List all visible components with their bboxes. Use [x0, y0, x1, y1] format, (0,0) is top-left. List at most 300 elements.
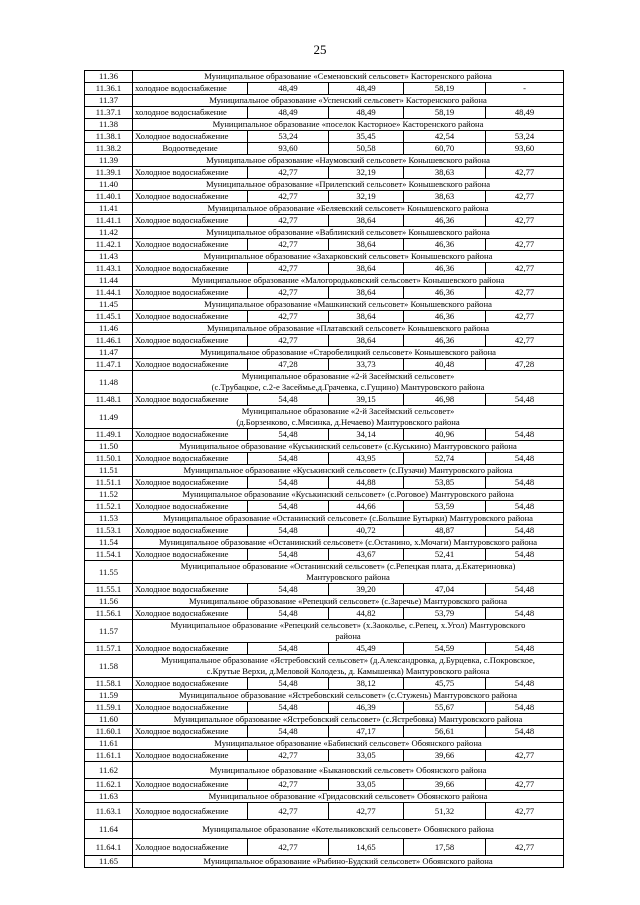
row-number: 11.44	[85, 275, 133, 287]
service-name: Холодное водоснабжение	[133, 311, 248, 323]
row-number: 11.63.1	[85, 803, 133, 820]
row-number: 11.40.1	[85, 191, 133, 203]
row-number: 11.50.1	[85, 453, 133, 465]
section-header-row	[85, 820, 564, 839]
tariff-value-2: 44,66	[329, 501, 404, 513]
tariff-value-2: 38,64	[329, 335, 404, 347]
tariff-value-4: 42,77	[486, 803, 564, 820]
municipality-name	[133, 738, 564, 750]
municipality-line: Муниципальное образование «2-й Засеймский сельсовет»	[241, 406, 455, 416]
tariff-value-3: 58,19	[404, 107, 486, 119]
municipality-name	[133, 655, 564, 678]
table-row	[85, 477, 564, 489]
row-number: 11.60.1	[85, 726, 133, 738]
section-header-row	[85, 561, 564, 584]
table-row	[85, 501, 564, 513]
tariff-value-4: 53,24	[486, 131, 564, 143]
tariff-value-2: 48,49	[329, 83, 404, 95]
row-number: 11.47.1	[85, 359, 133, 371]
section-header-row	[85, 323, 564, 335]
tariff-value-2: 43,67	[329, 549, 404, 561]
table-row	[85, 750, 564, 762]
row-number: 11.56.1	[85, 608, 133, 620]
tariff-value-2: 33,05	[329, 779, 404, 791]
tariff-value-3: 58,19	[404, 83, 486, 95]
section-header-row	[85, 489, 564, 501]
section-header-row	[85, 655, 564, 678]
municipality-name	[133, 596, 564, 608]
tariff-value-2: 48,49	[329, 107, 404, 119]
municipality-line: Муниципальное образование «Рыбино-Будский сельсовет» Обоянского района	[203, 856, 493, 866]
tariff-value-2: 32,19	[329, 191, 404, 203]
row-number: 11.42	[85, 227, 133, 239]
tariff-value-4: 54,48	[486, 525, 564, 537]
tariff-value-1: 42,77	[248, 287, 329, 299]
municipality-line: Муниципальное образование «Котельниковский сельсовет» Обоянского района	[202, 823, 494, 834]
section-header-row	[85, 596, 564, 608]
row-number: 11.51	[85, 465, 133, 477]
tariff-value-4: 54,48	[486, 549, 564, 561]
tariff-value-3: 46,36	[404, 311, 486, 323]
tariff-value-2: 33,73	[329, 359, 404, 371]
row-number: 11.41	[85, 203, 133, 215]
municipality-line: Муниципальное образование «Прилепский сельсовет» Конышевского района	[205, 179, 491, 189]
tariff-value-1: 93,60	[248, 143, 329, 155]
section-header-row	[85, 179, 564, 191]
municipality-name	[133, 620, 564, 643]
tariff-value-2: 35,45	[329, 131, 404, 143]
page-number: 25	[313, 42, 327, 57]
municipality-name	[133, 561, 564, 584]
tariff-value-3: 53,79	[404, 608, 486, 620]
tariff-value-4: 54,48	[486, 394, 564, 406]
tariff-value-2: 38,64	[329, 311, 404, 323]
tariff-value-3: 46,36	[404, 215, 486, 227]
table-row	[85, 167, 564, 179]
tariff-value-4: 42,77	[486, 215, 564, 227]
municipality-line: Муниципальное образование «поселок Касторное» Касторенского района	[212, 119, 484, 129]
row-number: 11.58.1	[85, 678, 133, 690]
municipality-line: Муниципальное образование «Беляевский сельсовет» Конышевского района	[207, 203, 489, 213]
tariff-value-3: 54,59	[404, 643, 486, 655]
tariff-value-3: 60,70	[404, 143, 486, 155]
table-row	[85, 143, 564, 155]
tariff-value-1: 54,48	[248, 394, 329, 406]
service-name: Холодное водоснабжение	[133, 678, 248, 690]
tariff-value-3: 52,74	[404, 453, 486, 465]
municipality-name	[133, 155, 564, 167]
service-name: Холодное водоснабжение	[133, 335, 248, 347]
tariff-value-4: 42,77	[486, 779, 564, 791]
municipality-name	[133, 71, 564, 83]
tariff-value-4: 54,48	[486, 429, 564, 441]
row-number: 11.54	[85, 537, 133, 549]
municipality-name	[133, 820, 564, 839]
municipality-name	[133, 489, 564, 501]
municipality-line: с.Крутые Верхи, д.Меловой Колодезь, д. Камышенка) Мантуровского района	[206, 666, 490, 676]
municipality-name	[133, 347, 564, 359]
municipality-name	[133, 537, 564, 549]
row-number: 11.46	[85, 323, 133, 335]
row-number: 11.47	[85, 347, 133, 359]
row-number: 11.52	[85, 489, 133, 501]
tariff-value-3: 47,04	[404, 584, 486, 596]
section-header-row	[85, 465, 564, 477]
table-row	[85, 359, 564, 371]
row-number: 11.59.1	[85, 702, 133, 714]
table-row	[85, 239, 564, 251]
tariff-value-3: 45,75	[404, 678, 486, 690]
municipality-name	[133, 299, 564, 311]
row-number: 11.38.2	[85, 143, 133, 155]
tariff-value-4: 42,77	[486, 191, 564, 203]
table-row	[85, 584, 564, 596]
municipality-line: Муниципальное образование «Ястребовский сельсовет» (д.Александровка, д.Бурцевка, с.Покровское,	[161, 655, 535, 665]
service-name: Холодное водоснабжение	[133, 726, 248, 738]
municipality-name	[133, 791, 564, 803]
row-number: 11.55	[85, 561, 133, 584]
tariff-value-1: 54,48	[248, 549, 329, 561]
service-name: Холодное водоснабжение	[133, 643, 248, 655]
tariff-value-2: 47,17	[329, 726, 404, 738]
tariff-value-4: 54,48	[486, 702, 564, 714]
tariff-value-1: 42,77	[248, 167, 329, 179]
table-row	[85, 779, 564, 791]
section-header-row	[85, 791, 564, 803]
table-row	[85, 394, 564, 406]
municipality-line: Муниципальное образование «Куськинский сельсовет» (с.Роговое) Мантуровского района	[182, 489, 514, 499]
tariff-value-1: 42,77	[248, 263, 329, 275]
row-number: 11.39	[85, 155, 133, 167]
service-name: Холодное водоснабжение	[133, 584, 248, 596]
row-number: 11.54.1	[85, 549, 133, 561]
row-number: 11.38	[85, 119, 133, 131]
row-number: 11.58	[85, 655, 133, 678]
row-number: 11.45	[85, 299, 133, 311]
row-number: 11.55.1	[85, 584, 133, 596]
tariff-value-2: 39,20	[329, 584, 404, 596]
tariff-value-3: 38,63	[404, 167, 486, 179]
municipality-line: Муниципальное образование «Репецкий сельсовет» (с.Заречье) Мантуровского района	[189, 596, 508, 606]
tariff-value-2: 45,49	[329, 643, 404, 655]
table-row	[85, 549, 564, 561]
tariff-value-1: 54,48	[248, 501, 329, 513]
tariff-value-2: 38,64	[329, 215, 404, 227]
table-row	[85, 643, 564, 655]
tariff-value-1: 42,77	[248, 239, 329, 251]
row-number: 11.65	[85, 856, 133, 868]
row-number: 11.62	[85, 762, 133, 779]
row-number: 11.36.1	[85, 83, 133, 95]
municipality-name	[133, 275, 564, 287]
tariff-value-2: 38,64	[329, 239, 404, 251]
tariff-value-1: 42,77	[248, 311, 329, 323]
section-header-row	[85, 251, 564, 263]
tariff-value-4: 42,77	[486, 239, 564, 251]
tariff-value-1: 54,48	[248, 678, 329, 690]
service-name: холодное водоснабжение	[133, 107, 248, 119]
municipality-name	[133, 119, 564, 131]
row-number: 11.64.1	[85, 839, 133, 856]
tariff-value-4: 54,48	[486, 643, 564, 655]
row-number: 11.36	[85, 71, 133, 83]
tariff-value-4: 93,60	[486, 143, 564, 155]
tariff-value-3: 46,36	[404, 287, 486, 299]
tariff-value-1: 54,48	[248, 429, 329, 441]
municipality-line: Муниципальное образование «Ястребовский сельсовет» (с.Стужень) Мантуровского района	[178, 690, 518, 700]
table-row	[85, 263, 564, 275]
tariff-value-4: 42,77	[486, 839, 564, 856]
tariff-value-4: 47,28	[486, 359, 564, 371]
municipality-line: Муниципальное образование «Быкановский сельсовет» Обоянского района	[209, 764, 487, 775]
service-name: Холодное водоснабжение	[133, 608, 248, 620]
row-number: 11.51.1	[85, 477, 133, 489]
municipality-name	[133, 95, 564, 107]
service-name: Холодное водоснабжение	[133, 359, 248, 371]
tariff-value-2: 44,88	[329, 477, 404, 489]
row-number: 11.38.1	[85, 131, 133, 143]
section-header-row	[85, 347, 564, 359]
table-row	[85, 702, 564, 714]
municipality-line: Муниципальное образование «Семеновский сельсовет» Касторенского района	[204, 71, 492, 81]
row-number: 11.44.1	[85, 287, 133, 299]
row-number: 11.53.1	[85, 525, 133, 537]
tariff-value-2: 42,77	[329, 803, 404, 820]
municipality-line: Муниципальное образование «Ваблинский сельсовет» Конышевского района	[206, 227, 490, 237]
section-header-row	[85, 714, 564, 726]
tariff-value-4: 42,77	[486, 167, 564, 179]
row-number: 11.40	[85, 179, 133, 191]
row-number: 11.50	[85, 441, 133, 453]
row-number: 11.52.1	[85, 501, 133, 513]
municipality-name	[133, 227, 564, 239]
row-number: 11.45.1	[85, 311, 133, 323]
tariff-value-1: 48,49	[248, 107, 329, 119]
municipality-line: Муниципальное образование «Куськинский сельсовет» (с.Пузачи) Мантуровского района	[183, 465, 513, 475]
tariff-value-3: 17,58	[404, 839, 486, 856]
service-name: Холодное водоснабжение	[133, 167, 248, 179]
section-header-row	[85, 690, 564, 702]
tariff-table-body	[85, 71, 564, 868]
table-row	[85, 429, 564, 441]
service-name: Холодное водоснабжение	[133, 429, 248, 441]
municipality-line: Муниципальное образование «Гридасовский сельсовет» Обоянского района	[208, 791, 488, 801]
row-number: 11.56	[85, 596, 133, 608]
municipality-line: района	[335, 631, 361, 641]
municipality-line: (с.Трубацкое, с.2-е Засеймье,д.Грачевка, с.Гущино) Мантуровского района	[211, 382, 485, 392]
tariff-value-1: 42,77	[248, 215, 329, 227]
tariff-value-2: 39,15	[329, 394, 404, 406]
service-name: Холодное водоснабжение	[133, 453, 248, 465]
table-row	[85, 453, 564, 465]
tariff-value-4: 54,48	[486, 453, 564, 465]
table-row	[85, 839, 564, 856]
section-header-row	[85, 71, 564, 83]
tariff-value-3: 42,54	[404, 131, 486, 143]
service-name: Холодное водоснабжение	[133, 839, 248, 856]
service-name: Холодное водоснабжение	[133, 477, 248, 489]
row-number: 11.49.1	[85, 429, 133, 441]
table-row	[85, 803, 564, 820]
tariff-value-3: 40,96	[404, 429, 486, 441]
table-row	[85, 525, 564, 537]
municipality-name	[133, 856, 564, 868]
tariff-value-4: 42,77	[486, 311, 564, 323]
tariff-value-4: 48,49	[486, 107, 564, 119]
row-number: 11.37	[85, 95, 133, 107]
municipality-line: (д.Борзенково, с.Мясинка, д.Нечаево) Мантуровского района	[236, 417, 460, 427]
tariff-value-3: 40,48	[404, 359, 486, 371]
row-number: 11.41.1	[85, 215, 133, 227]
tariff-value-4: -	[486, 83, 564, 95]
section-header-row	[85, 441, 564, 453]
tariff-value-1: 54,48	[248, 726, 329, 738]
row-number: 11.57	[85, 620, 133, 643]
tariff-value-4: 42,77	[486, 750, 564, 762]
service-name: Водоотведение	[133, 143, 248, 155]
municipality-line: Муниципальное образование «Бабинский сельсовет» Обоянского района	[214, 738, 482, 748]
row-number: 11.48.1	[85, 394, 133, 406]
municipality-line: Муниципальное образование «Останинский сельсовет» (с.Останино, х.Мочаги) Мантуровского района	[158, 537, 538, 547]
row-number: 11.48	[85, 371, 133, 394]
section-header-row	[85, 299, 564, 311]
row-number: 11.46.1	[85, 335, 133, 347]
service-name: Холодное водоснабжение	[133, 750, 248, 762]
section-header-row	[85, 513, 564, 525]
tariff-value-4: 54,48	[486, 608, 564, 620]
municipality-line: Муниципальное образование «Успенский сельсовет» Касторенского района	[209, 95, 487, 105]
municipality-name	[133, 441, 564, 453]
tariff-value-2: 38,64	[329, 263, 404, 275]
service-name: Холодное водоснабжение	[133, 191, 248, 203]
tariff-value-4: 42,77	[486, 335, 564, 347]
tariff-value-3: 46,98	[404, 394, 486, 406]
municipality-name	[133, 179, 564, 191]
service-name: Холодное водоснабжение	[133, 287, 248, 299]
tariff-value-2: 34,14	[329, 429, 404, 441]
municipality-line: Муниципальное образование «Захарковский сельсовет» Конышевского района	[203, 251, 493, 261]
municipality-line: Муниципальное образование «Ястребовский сельсовет» (с.Ястребовка) Мантуровского района	[173, 714, 523, 724]
row-number: 11.39.1	[85, 167, 133, 179]
municipality-line: Муниципальное образование «Куськинский сельсовет» (с.Куськино) Мантуровского района	[179, 441, 517, 451]
table-row	[85, 726, 564, 738]
tariff-value-2: 38,12	[329, 678, 404, 690]
service-name: Холодное водоснабжение	[133, 263, 248, 275]
tariff-value-2: 33,05	[329, 750, 404, 762]
tariff-value-1: 47,28	[248, 359, 329, 371]
tariff-value-1: 48,49	[248, 83, 329, 95]
section-header-row	[85, 406, 564, 429]
section-header-row	[85, 762, 564, 779]
municipality-name	[133, 714, 564, 726]
tariff-value-1: 42,77	[248, 839, 329, 856]
service-name: Холодное водоснабжение	[133, 501, 248, 513]
table-row	[85, 107, 564, 119]
tariff-value-3: 55,67	[404, 702, 486, 714]
tariff-value-3: 56,61	[404, 726, 486, 738]
section-header-row	[85, 203, 564, 215]
municipality-line: Муниципальное образование «Старобелицкий сельсовет» Конышевского района	[200, 347, 496, 357]
tariff-value-3: 51,32	[404, 803, 486, 820]
row-number: 11.59	[85, 690, 133, 702]
row-number: 11.62.1	[85, 779, 133, 791]
municipality-line: Муниципальное образование «Репецкий сельсовет» (х.Заоколье, с.Репец, х.Угол) Мантуровского	[170, 620, 526, 630]
municipality-line: Муниципальное образование «Малогородьковский сельсовет» Конышевского района	[191, 275, 505, 285]
municipality-line: Муниципальное образование «Платавский сельсовет» Конышевского района	[207, 323, 490, 333]
table-row	[85, 608, 564, 620]
service-name: холодное водоснабжение	[133, 83, 248, 95]
tariff-value-4: 54,48	[486, 584, 564, 596]
row-number: 11.43	[85, 251, 133, 263]
section-header-row	[85, 537, 564, 549]
table-row	[85, 287, 564, 299]
table-row	[85, 678, 564, 690]
tariff-value-1: 54,48	[248, 584, 329, 596]
tariff-value-3: 53,85	[404, 477, 486, 489]
municipality-line: Муниципальное образование «Машкинский сельсовет» Конышевского района	[204, 299, 492, 309]
row-number: 11.60	[85, 714, 133, 726]
row-number: 11.53	[85, 513, 133, 525]
tariff-value-2: 44,82	[329, 608, 404, 620]
tariff-value-1: 54,48	[248, 608, 329, 620]
row-number: 11.43.1	[85, 263, 133, 275]
section-header-row	[85, 155, 564, 167]
row-number: 11.49	[85, 406, 133, 429]
service-name: Холодное водоснабжение	[133, 394, 248, 406]
tariff-value-2: 43,95	[329, 453, 404, 465]
tariff-value-1: 42,77	[248, 803, 329, 820]
row-number: 11.42.1	[85, 239, 133, 251]
tariff-table	[84, 70, 564, 868]
table-row	[85, 191, 564, 203]
table-row	[85, 83, 564, 95]
tariff-value-3: 46,36	[404, 239, 486, 251]
tariff-value-1: 54,48	[248, 453, 329, 465]
municipality-line: Муниципальное образование «Наумовский сельсовет» Конышевского района	[206, 155, 490, 165]
section-header-row	[85, 371, 564, 394]
municipality-name	[133, 762, 564, 779]
municipality-name	[133, 371, 564, 394]
tariff-value-1: 54,48	[248, 525, 329, 537]
tariff-value-1: 42,77	[248, 335, 329, 347]
municipality-name	[133, 323, 564, 335]
section-header-row	[85, 275, 564, 287]
tariff-value-1: 42,77	[248, 750, 329, 762]
municipality-line: Муниципальное образование «2-й Засеймский сельсовет»	[241, 371, 455, 381]
tariff-value-2: 50,58	[329, 143, 404, 155]
tariff-value-3: 46,36	[404, 263, 486, 275]
service-name: Холодное водоснабжение	[133, 779, 248, 791]
service-name: Холодное водоснабжение	[133, 803, 248, 820]
municipality-name	[133, 690, 564, 702]
tariff-value-2: 14,65	[329, 839, 404, 856]
tariff-value-1: 54,48	[248, 477, 329, 489]
service-name: Холодное водоснабжение	[133, 131, 248, 143]
tariff-value-3: 46,36	[404, 335, 486, 347]
municipality-name	[133, 251, 564, 263]
row-number: 11.63	[85, 791, 133, 803]
table-row	[85, 335, 564, 347]
tariff-value-4: 54,48	[486, 726, 564, 738]
tariff-value-3: 39,66	[404, 779, 486, 791]
section-header-row	[85, 738, 564, 750]
service-name: Холодное водоснабжение	[133, 549, 248, 561]
section-header-row	[85, 620, 564, 643]
service-name: Холодное водоснабжение	[133, 702, 248, 714]
tariff-value-1: 42,77	[248, 779, 329, 791]
tariff-value-2: 40,72	[329, 525, 404, 537]
tariff-value-1: 53,24	[248, 131, 329, 143]
